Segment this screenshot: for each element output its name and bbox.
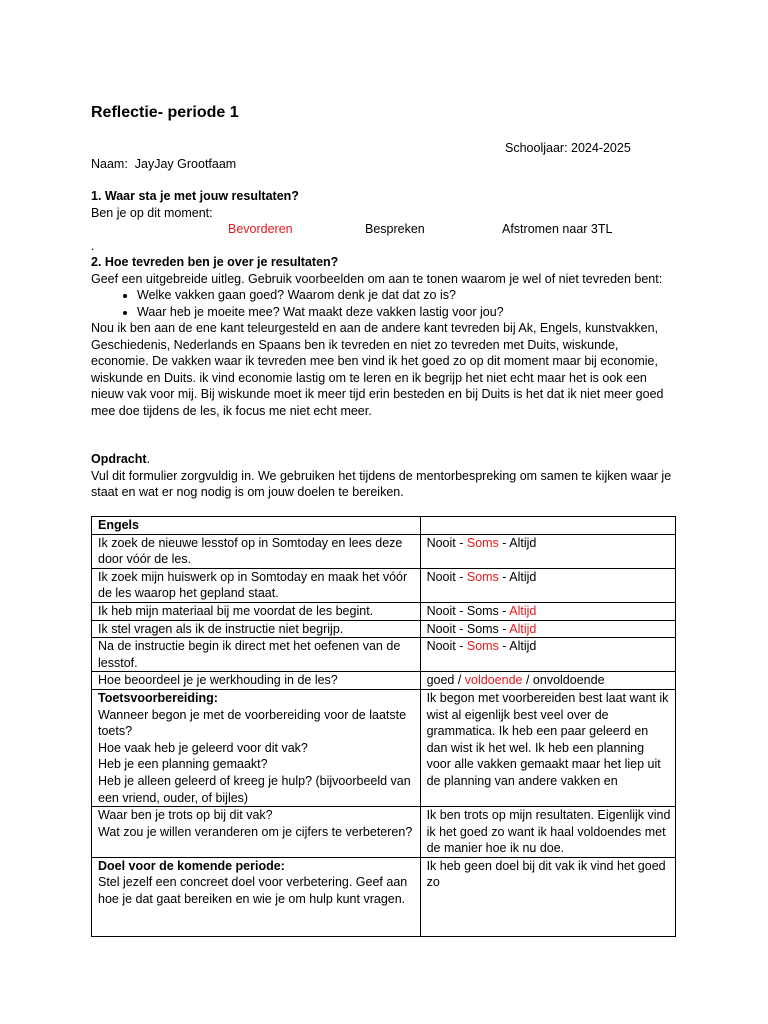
toets-heading: Toetsvoorbereiding: [98,690,218,705]
table-row [92,534,676,568]
naam-line [91,156,236,173]
doel-cell [92,857,421,936]
scale-cell [420,602,675,620]
page-title: Reflectie- periode 1 [91,104,239,121]
trots-line: Wat zou je willen veranderen om je cijfers te verbeteren? [98,824,413,839]
table-row [92,807,676,858]
q1-options [91,221,677,238]
q2-answer: Nou ik ben aan de ene kant teleurgesteld en aan de andere kant tevreden bij Ak, Engels, kunstvakken, Geschiedenis, Nederlands en Spaans ben ik tevreden en niet zo tevreden met Duits, wiskunde, economie. De vakken waar ik tevreden mee ben vind ik het goed zo op dit moment maar bij economie, wiskunde en Duits. ik vind economie lastig om te leren en ik begrijp het niet echt maar het is ook een nieuw vak voor mij. Bij wiskunde moet ik meer tijd erin besteden en bij Duits is het dat ik niet meer goed mee doe tijdens de les, ik focus me niet echt meer. [91,321,664,418]
q2-intro: Geef een uitgebreide uitleg. Gebruik voorbeelden om aan te tonen waarom je wel of niet tevreden bent: [91,271,663,286]
schooljaar: Schooljaar: 2024-2025 [505,141,631,155]
section-tevreden [91,254,677,419]
opdracht-text: Vul dit formulier zorgvuldig in. We gebruiken het tijdens de mentorbespreking om samen te kijken waar je staat en wat er nog nodig is om jouw doelen te bereiken. [91,468,672,499]
table-row [92,620,676,638]
opdracht-heading-dot: . [146,452,151,466]
opdracht-heading: Opdracht [91,452,147,466]
empty-cell [420,517,675,535]
doel-answer: Ik heb geen doel bij dit vak ik vind het goed zo [420,857,675,936]
scale-altijd: Altijd [509,639,537,654]
scale-sep: - [455,621,467,636]
question-cell: Na de instructie begin ik direct met het oefenen van de lesstof. [92,638,421,672]
naam-value: JayJay Grootfaam [134,157,237,171]
scale-sep: - [498,569,510,584]
question-cell: Ik stel vragen als ik de instructie niet begrijp. [92,620,421,638]
table-row [92,857,676,936]
scale-soms: Soms [466,639,499,654]
table-row [92,638,676,672]
option-bevorderen: Bevorderen [228,222,293,236]
table-row [92,672,676,690]
scale-nooit: Nooit [426,639,456,654]
scale-cell [420,568,675,602]
toets-line: Wanneer begon je met de voorbereiding voor de laatste toets? [98,707,407,739]
naam-label: Naam: [91,157,128,171]
q2-bullet: • Waar heb je moeite mee? Wat maakt deze vakken lastig voor jou? [137,304,677,321]
werkhouding-voldoende: voldoende [464,673,523,688]
scale-nooit: Nooit [426,621,456,636]
question-cell: Hoe beoordeel je je werkhouding in de les? [92,672,421,690]
toets-cell [92,689,421,806]
scale-soms: Soms [466,603,499,618]
toets-answer: Ik begon met voorbereiden best laat want ik wist al eigenlijk best veel over de grammatica. Ik heb een paar geleerd en dan wist ik het wel. Ik heb een planning voor alle vakken gemaakt maar het liep uit de planning van andere vakken en [420,689,675,806]
scale-sep: - [455,535,467,550]
toets-line: Heb je een planning gemaakt? [98,757,268,772]
scale-altijd: Altijd [509,603,537,618]
question-cell: Ik heb mijn materiaal bij me voordat de les begint. [92,602,421,620]
table-row [92,568,676,602]
table-row [92,602,676,620]
scale-nooit: Nooit [426,569,456,584]
section-resultaten [91,188,677,254]
scale-soms: Soms [466,569,499,584]
q2-heading: 2. Hoe tevreden ben je over je resultaten? [91,255,339,269]
scale-cell [420,638,675,672]
trots-line: Waar ben je trots op bij dit vak? [98,808,273,823]
scale-cell [420,620,675,638]
scale-sep: - [498,621,510,636]
doel-heading: Doel voor de komende periode: [98,858,285,873]
scale-altijd: Altijd [509,569,537,584]
toets-line: Heb je alleen geleerd of kreeg je hulp? (bijvoorbeeld van een vriend, ouder, of bijles) [98,773,411,805]
werkhouding-goed: goed [426,673,455,688]
scale-sep: - [455,639,467,654]
table-row [92,689,676,806]
toets-line: Hoe vaak heb je geleerd voor dit vak? [98,740,308,755]
option-afstromen: Afstromen naar 3TL [502,222,613,236]
scale-sep: - [455,603,467,618]
subject-cell: Engels [92,517,421,535]
werkhouding-onvoldoende: onvoldoende [532,673,605,688]
scale-nooit: Nooit [426,603,456,618]
scale-nooit: Nooit [426,535,456,550]
scale-sep: - [498,603,510,618]
doel-text: Stel jezelf een concreet doel voor verbetering. Geef aan hoe je dat gaat bereiken en wie je om hulp kunt vragen. [98,875,408,907]
werkhouding-cell [420,672,675,690]
q1-prompt: Ben je op dit moment: [91,205,213,220]
q2-bullet: • Welke vakken gaan goed? Waarom denk je dat dat zo is? [137,287,677,304]
scale-altijd: Altijd [509,535,537,550]
reflection-table [91,516,676,937]
scale-sep: - [498,535,510,550]
trots-answer: Ik ben trots op mijn resultaten. Eigenlijk vind ik het goed zo want ik haal voldoendes met de manier hoe ik nu doe. [420,807,675,858]
scale-sep: - [455,569,467,584]
scale-soms: Soms [466,535,499,550]
option-bespreken: Bespreken [365,222,425,236]
scale-cell [420,534,675,568]
werkhouding-sep: / [454,673,465,688]
stray-dot: . [91,238,95,253]
werkhouding-sep: / [522,673,533,688]
scale-sep: - [498,639,510,654]
question-cell: Ik zoek de nieuwe lesstof op in Somtoday en lees deze door vóór de les. [92,534,421,568]
q1-heading: 1. Waar sta je met jouw resultaten? [91,189,299,203]
section-opdracht [91,451,677,501]
trots-cell [92,807,421,858]
scale-soms: Soms [466,621,499,636]
scale-altijd: Altijd [509,621,537,636]
question-cell: Ik zoek mijn huiswerk op in Somtoday en maak het vóór de les waarop het gepland staat. [92,568,421,602]
q2-bullets [91,287,677,320]
opdracht-heading-line [91,451,677,468]
table-row [92,517,676,535]
